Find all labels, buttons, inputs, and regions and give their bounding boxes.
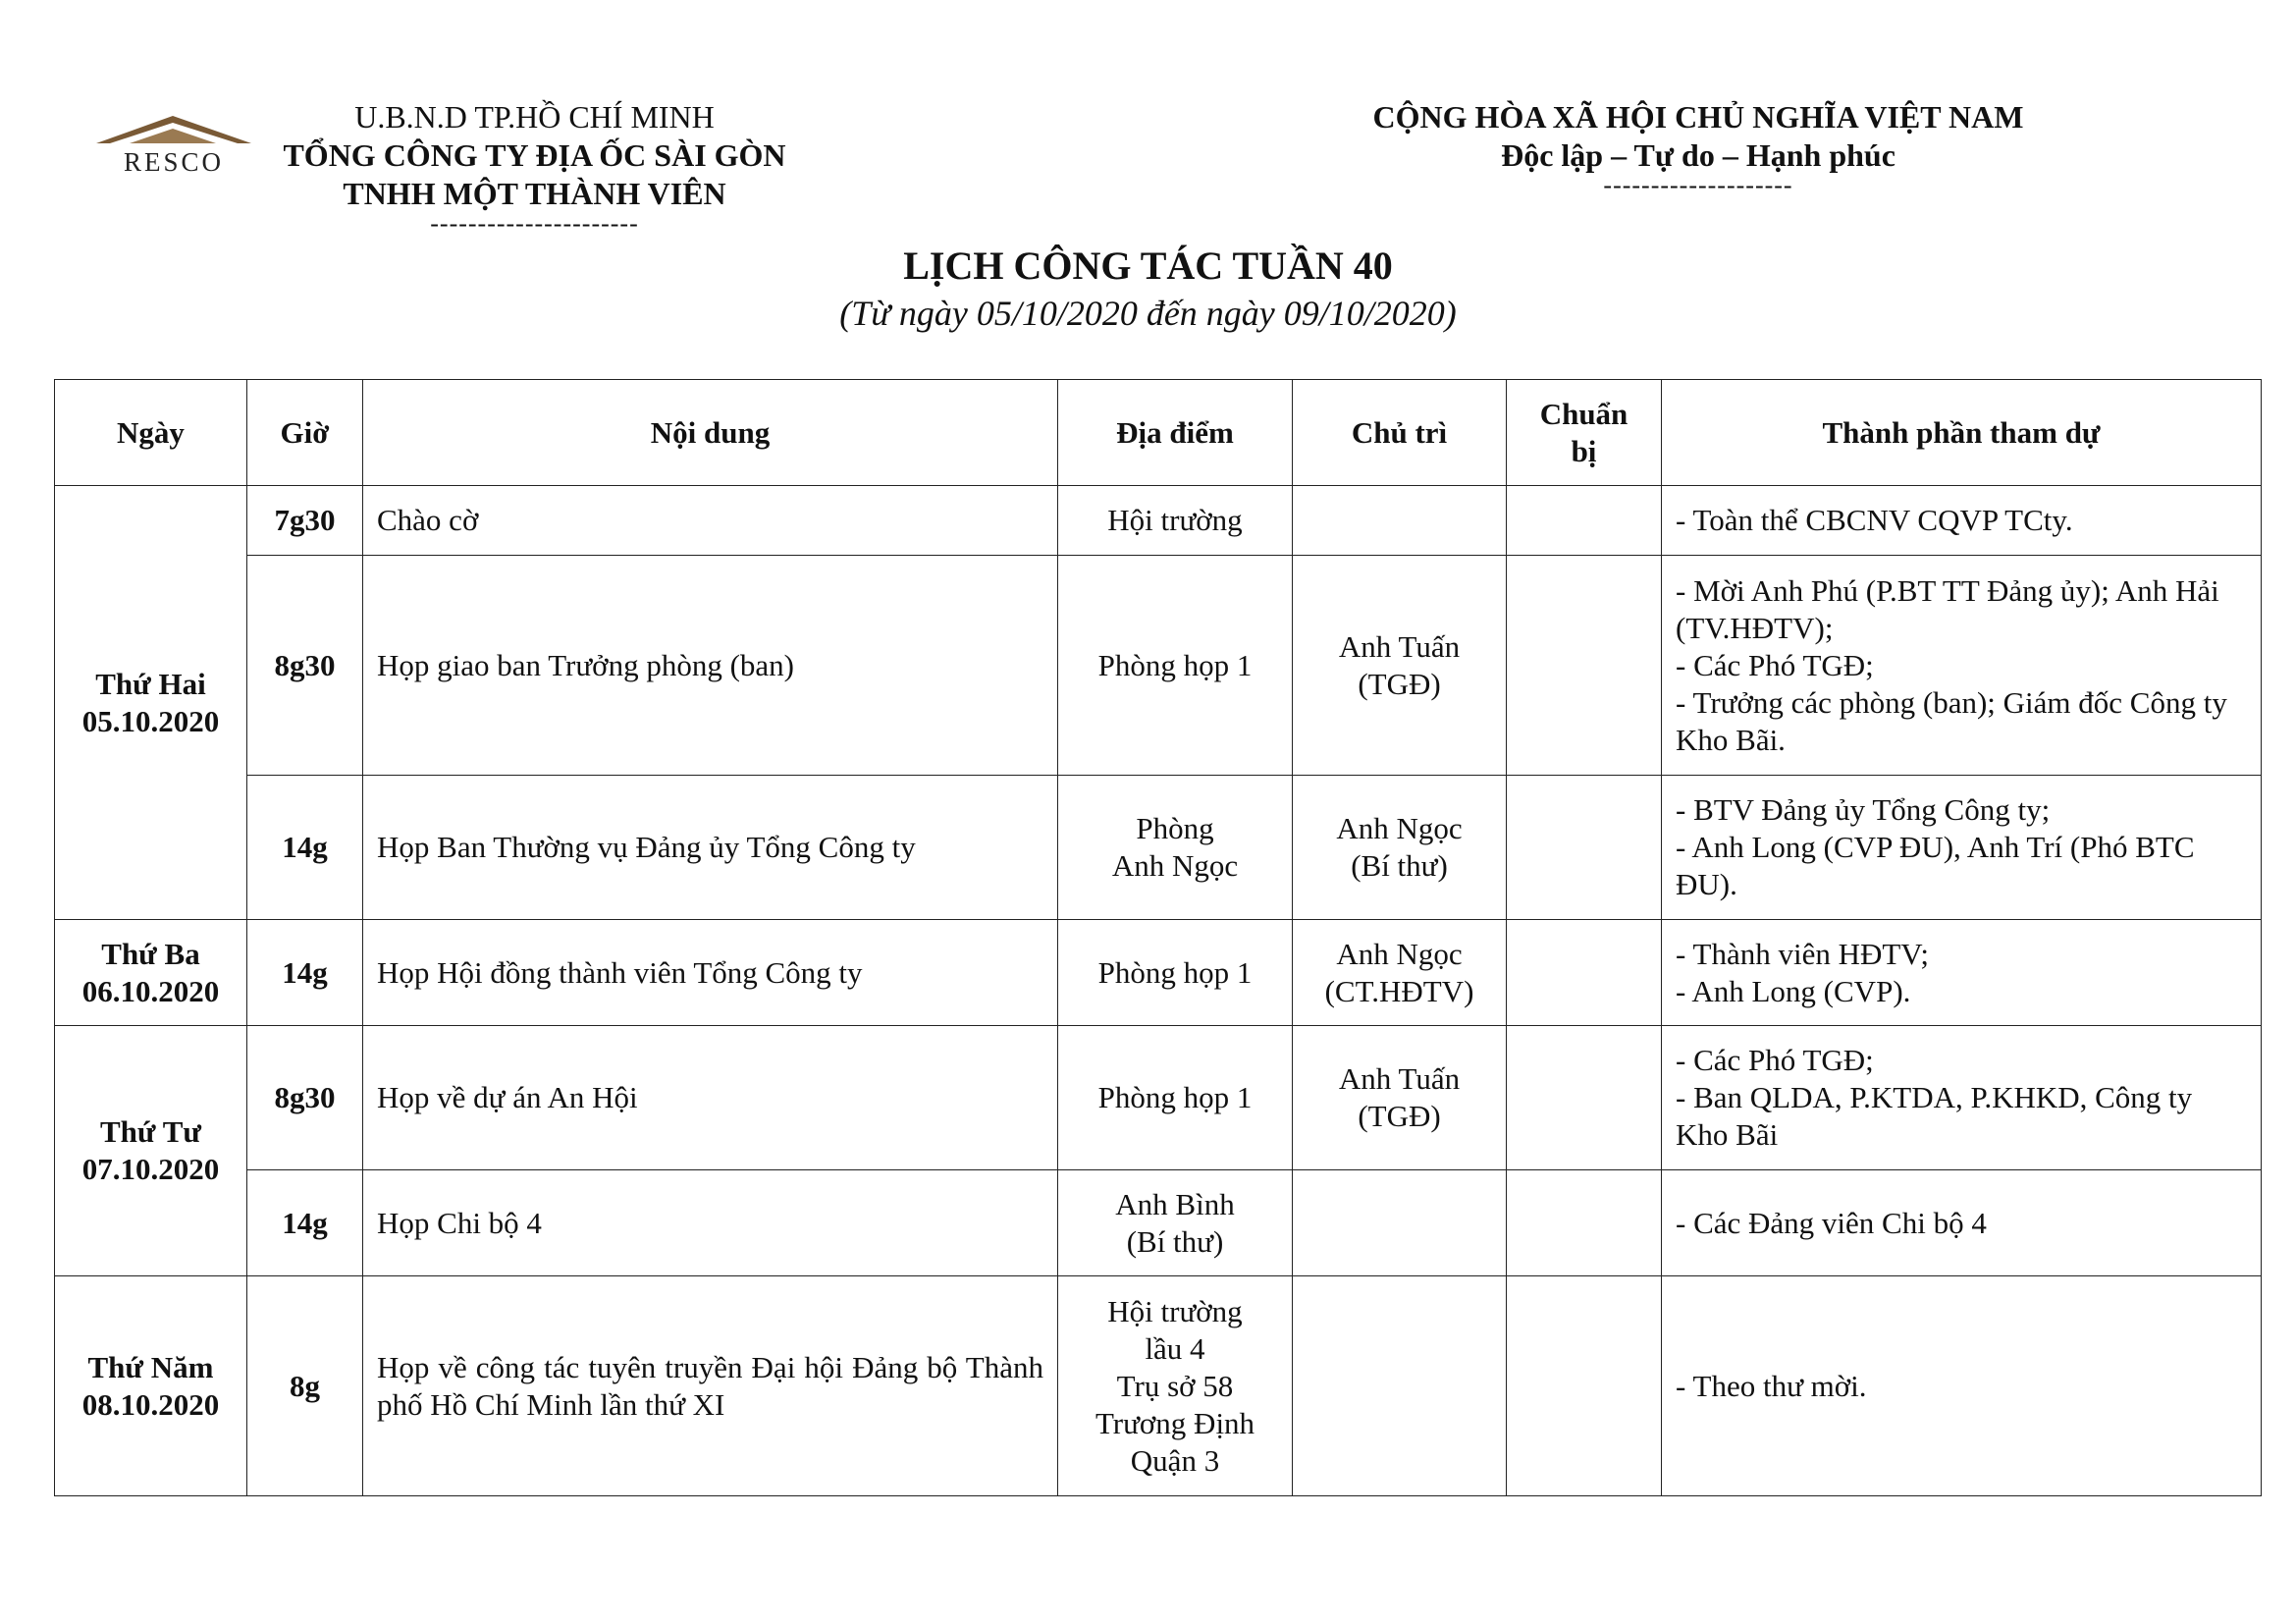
chair-cell (1293, 1276, 1507, 1496)
location-line: (Bí thư) (1126, 1223, 1224, 1259)
attendee-line: - Ban QLDA, P.KTDA, P.KHKD, Công ty Kho Bãi (1676, 1080, 2193, 1152)
content-cell: Họp về công tác tuyên truyền Đại hội Đảng bộ Thành phố Hồ Chí Minh lần thứ XI (363, 1276, 1058, 1496)
attendees-cell (1662, 1170, 2262, 1276)
time-cell: 7g30 (247, 486, 363, 556)
location-cell (1058, 920, 1293, 1026)
time-cell: 8g30 (247, 556, 363, 776)
col-prep-line-1: Chuẩn (1539, 396, 1629, 431)
time-cell: 14g (247, 1170, 363, 1276)
location-cell (1058, 776, 1293, 920)
attendee-line: - Trưởng các phòng (ban); Giám đốc Công ty Kho Bãi. (1676, 684, 2227, 757)
national-motto-2: Độc lập – Tự do – Hạnh phúc (1501, 137, 1896, 173)
chair-line: (TGĐ) (1358, 666, 1441, 701)
time-cell: 8g30 (247, 1026, 363, 1170)
chair-cell (1293, 776, 1507, 920)
chair-line: Anh Tuấn (1338, 628, 1461, 664)
day-date: 05.10.2020 (81, 703, 220, 738)
attendee-line: - Theo thư mời. (1676, 1368, 1867, 1403)
location-line: Hội trường (1107, 503, 1243, 537)
chair-cell (1293, 1170, 1507, 1276)
attendees-cell (1662, 556, 2262, 776)
attendee-line: - Anh Long (CVP). (1676, 973, 1911, 1008)
chair-cell (1293, 1026, 1507, 1170)
location-line: Trương Định (1095, 1405, 1255, 1440)
attendee-line: - Mời Anh Phú (P.BT TT Đảng ủy); Anh Hải (TV.HĐTV); (1676, 572, 2219, 645)
location-line: Phòng họp 1 (1097, 1080, 1253, 1114)
col-prep (1507, 380, 1662, 486)
time-cell: 14g (247, 776, 363, 920)
chair-line: Anh Tuấn (1338, 1061, 1461, 1096)
document-subtitle: (Từ ngày 05/10/2020 đến ngày 09/10/2020) (839, 294, 1457, 333)
issuer-header (247, 98, 822, 238)
col-prep-line-2: bị (1571, 433, 1597, 468)
day-name: Thứ Ba (101, 936, 200, 971)
location-line: Trụ sở 58 (1116, 1368, 1234, 1403)
attendee-line: - Các Phó TGĐ; (1676, 647, 1874, 682)
issuer-line-3: TNHH MỘT THÀNH VIÊN (343, 176, 726, 211)
day-cell (55, 486, 247, 920)
table-row (55, 776, 2262, 920)
col-location: Địa điểm (1058, 380, 1293, 486)
attendees-cell (1662, 776, 2262, 920)
col-content: Nội dung (363, 380, 1058, 486)
attendee-line: - Các Đảng viên Chi bộ 4 (1676, 1205, 1987, 1240)
chair-line: Anh Ngọc (1336, 936, 1463, 971)
prep-cell (1507, 1170, 1662, 1276)
day-cell (55, 1276, 247, 1496)
schedule-table (54, 379, 2262, 1496)
national-header (1306, 98, 2091, 199)
prep-cell (1507, 920, 1662, 1026)
location-cell (1058, 486, 1293, 556)
attendees-cell (1662, 486, 2262, 556)
chair-cell (1293, 556, 1507, 776)
location-line: Phòng họp 1 (1097, 954, 1253, 990)
location-line: Phòng họp 1 (1097, 647, 1253, 682)
chair-cell (1293, 920, 1507, 1026)
chair-line: (TGĐ) (1358, 1099, 1441, 1133)
col-time: Giờ (247, 380, 363, 486)
logo-text: RESCO (123, 147, 225, 177)
location-line: Quận 3 (1130, 1442, 1220, 1478)
day-date: 06.10.2020 (81, 973, 220, 1008)
table-row (55, 1026, 2262, 1170)
attendees-cell (1662, 1026, 2262, 1170)
col-attendees: Thành phần tham dự (1662, 380, 2262, 486)
time-cell: 8g (247, 1276, 363, 1496)
content-cell: Họp về dự án An Hội (363, 1026, 1058, 1170)
content-cell: Họp Ban Thường vụ Đảng ủy Tổng Công ty (363, 776, 1058, 920)
location-cell (1058, 1276, 1293, 1496)
national-rule: -------------------- (1603, 171, 1793, 199)
day-cell (55, 1026, 247, 1276)
table-row (55, 486, 2262, 556)
prep-cell (1507, 1276, 1662, 1496)
location-cell (1058, 556, 1293, 776)
prep-cell (1507, 1026, 1662, 1170)
header-row (55, 380, 2262, 486)
issuer-line-2: TỔNG CÔNG TY ĐỊA ỐC SÀI GÒN (283, 137, 786, 173)
content-cell: Họp Hội đồng thành viên Tổng Công ty (363, 920, 1058, 1026)
prep-cell (1507, 556, 1662, 776)
day-date: 07.10.2020 (81, 1152, 220, 1186)
location-line: Anh Bình (1115, 1186, 1235, 1221)
chair-cell (1293, 486, 1507, 556)
content-cell: Họp giao ban Trưởng phòng (ban) (363, 556, 1058, 776)
col-chair: Chủ trì (1293, 380, 1507, 486)
time-cell: 14g (247, 920, 363, 1026)
location-line: Hội trường (1107, 1293, 1243, 1328)
day-date: 08.10.2020 (81, 1386, 220, 1422)
day-name: Thứ Tư (100, 1114, 201, 1149)
attendee-line: - Toàn thể CBCNV CQVP TCty. (1676, 503, 2073, 537)
col-day: Ngày (55, 380, 247, 486)
table-row (55, 920, 2262, 1026)
document-title: LỊCH CÔNG TÁC TUẦN 40 (903, 244, 1393, 288)
national-motto-1: CỘNG HÒA XÃ HỘI CHỦ NGHĨA VIỆT NAM (1372, 99, 2024, 135)
issuer-line-1: U.B.N.D TP.HỒ CHÍ MINH (354, 99, 715, 135)
location-cell (1058, 1170, 1293, 1276)
day-name: Thứ Năm (87, 1349, 214, 1384)
attendee-line: - Thành viên HĐTV; (1676, 936, 1929, 971)
resco-logo (90, 114, 257, 175)
table-row (55, 1276, 2262, 1496)
issuer-rule: ---------------------- (430, 209, 639, 238)
chair-line: (CT.HĐTV) (1324, 973, 1474, 1008)
prep-cell (1507, 486, 1662, 556)
location-line: Phòng (1136, 811, 1214, 845)
table-row (55, 1170, 2262, 1276)
location-line: Anh Ngọc (1111, 848, 1239, 883)
chair-line: (Bí thư) (1351, 848, 1448, 883)
table-row (55, 556, 2262, 776)
attendee-line: - Anh Long (CVP ĐU), Anh Trí (Phó BTC ĐU). (1676, 830, 2195, 901)
content-cell: Chào cờ (363, 486, 1058, 556)
attendee-line: - BTV Đảng ủy Tổng Công ty; (1676, 792, 2051, 827)
attendees-cell (1662, 920, 2262, 1026)
content-cell: Họp Chi bộ 4 (363, 1170, 1058, 1276)
day-cell (55, 920, 247, 1026)
day-name: Thứ Hai (95, 666, 206, 701)
prep-cell (1507, 776, 1662, 920)
location-cell (1058, 1026, 1293, 1170)
location-line: lầu 4 (1145, 1330, 1205, 1366)
attendee-line: - Các Phó TGĐ; (1676, 1043, 1874, 1077)
chair-line: Anh Ngọc (1336, 811, 1463, 845)
attendees-cell (1662, 1276, 2262, 1496)
